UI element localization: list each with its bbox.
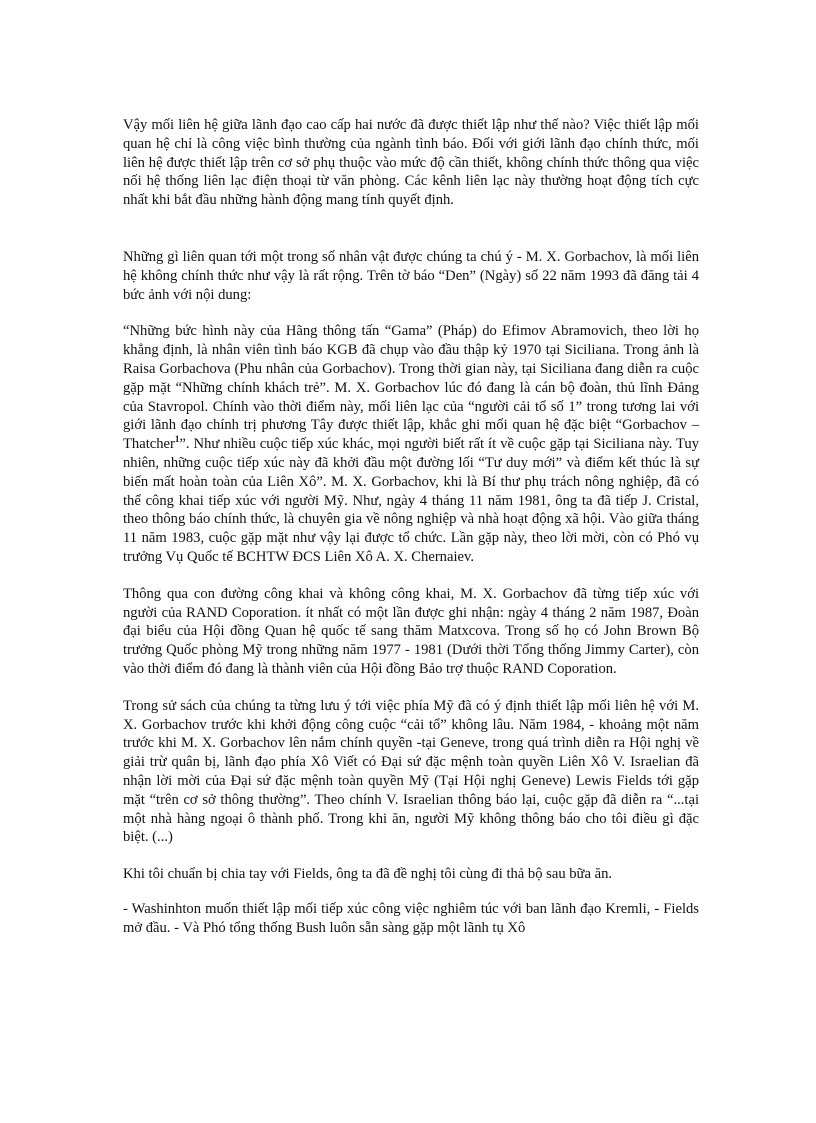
paragraph-7: - Washinhton muốn thiết lập mối tiếp xúc công việc nghiêm túc với ban lãnh đạo Kremli, - Fields mở đầu. - Và Phó tổng thống Bush luôn sẵn sàng gặp một lãnh tụ Xô bbox=[123, 900, 699, 936]
paragraph-5: Trong sử sách của chúng ta từng lưu ý tới việc phía Mỹ đã có ý định thiết lập mối liên hệ với M. X. Gorbachov trước khi khởi động công cuộc “cải tổ” không lâu. Năm 1984, - khoảng một năm trước khi M. X. Gorbachov lên nắm chính quyền -tại Geneve, trong quá trình diễn ra Hội nghị về giải trừ quân bị, lãnh đạo phía Xô Viết có Đại sứ đặc mệnh toàn quyền Liên Xô V. Israelian đã nhận lời mời của Đại sứ đặc mệnh toàn quyền Mỹ (Tại Hội nghị Geneve) Lewis Fields tới gặp mặt “trên cơ sở thông thường”. Theo chính V. Israelian thông báo lại, cuộc gặp đã diễn ra “...tại một nhà hàng ngoại ô thành phố. Trong khi ăn, người Mỹ không thông báo cho tôi điều gì đặc biệt. (...) bbox=[123, 697, 699, 846]
paragraph-4: Thông qua con đường công khai và không công khai, M. X. Gorbachov đã từng tiếp xúc với người của RAND Coporation. ít nhất có một lần được ghi nhận: ngày 4 tháng 2 năm 1987, Đoàn đại biểu của Hội đồng Quan hệ quốc tế sang thăm Matxcova. Trong số họ có John Brown Bộ trưởng Quốc phòng Mỹ trong những năm 1977 - 1981 (Dưới thời Tổng thống Jimmy Carter), còn vào thời điểm đó đang là thành viên của Hội đồng Bảo trợ thuộc RAND Coporation. bbox=[123, 585, 699, 677]
footnote-marker[interactable]: 1 bbox=[174, 434, 180, 445]
paragraph-1: Vậy mối liên hệ giữa lãnh đạo cao cấp hai nước đã được thiết lập như thế nào? Việc thiết lập mối quan hệ chỉ là công việc bình thường của ngành tình báo. Đối với giới lãnh đạo chính thức, mối liên hệ được thiết lập trên cơ sở phụ thuộc vào mức độ cần thiết, không chính thức thông qua việc nối hệ thống liên lạc điện thoại từ văn phòng. Các kênh liên lạc này thường hoạt động tích cực nhất khi bắt đầu những hành động mang tính quyết định. bbox=[123, 117, 699, 209]
paragraph-3-text-b: ”. Như nhiều cuộc tiếp xúc khác, mọi người biết rất ít về cuộc gặp tại Siciliana này. Tuy nhiên, những cuộc tiếp xúc này đã khởi đầu một đường lối “Tư duy mới” và điểm kết thúc là sự biến mất hoàn toàn của Liên Xô”. M. X. Gorbachov, khi là Bí thư phụ trách nông nghiệp, đã có thể công khai tiếp xúc với người Mỹ. Như, ngày 4 tháng 11 năm 1981, ông ta đã tiếp J. Cristal, theo thông báo chính thức, là chuyên gia về nông nghiệp và nhà hoạt động xã hội. Vào giữa tháng 11 năm 1983, cuộc gặp mặt như vậy lại được tổ chức. Lần gặp này, theo lời mời, còn có Phó vụ trưởng Vụ Quốc tế BCHTW ĐCS Liên Xô A. X. Chernaiev. bbox=[123, 436, 699, 565]
document-page bbox=[123, 116, 699, 937]
paragraph-6: Khi tôi chuẩn bị chia tay với Fields, ông ta đã đề nghị tôi cùng đi thả bộ sau bữa ăn. bbox=[123, 866, 613, 883]
paragraph-2: Những gì liên quan tới một trong số nhân vật được chúng ta chú ý - M. X. Gorbachov, là mối liên hệ không chính thức như vậy là rất rộng. Trên tờ báo “Den” (Ngày) số 22 năm 1993 đã đăng tải 4 bức ảnh với nội dung: bbox=[123, 248, 699, 303]
paragraph-3 bbox=[123, 322, 699, 566]
paragraph-3-text-a: “Những bức hình này của Hãng thông tấn “Gama” (Pháp) do Efimov Abramovich, theo lời họ khẳng định, là nhân viên tình báo KGB đã chụp vào đầu thập kỷ 1970 tại Siciliana. Trong ảnh là Raisa Gorbachova (Phu nhân của Gorbachov). Trong thời gian này, tại Siciliana đang diễn ra cuộc gặp mặt “Những chính khách trẻ”. M. X. Gorbachov lúc đó đang là cán bộ đoàn, thủ lĩnh Đảng của Stavropol. Chính vào thời điểm này, mối liên lạc của “người cải tổ số 1” trong tương lai với giới lãnh đạo chính trị phương Tây được thiết lập, khắc ghi mối quan hệ đặc biệt “Gorbachov – Thatcher bbox=[123, 323, 699, 453]
